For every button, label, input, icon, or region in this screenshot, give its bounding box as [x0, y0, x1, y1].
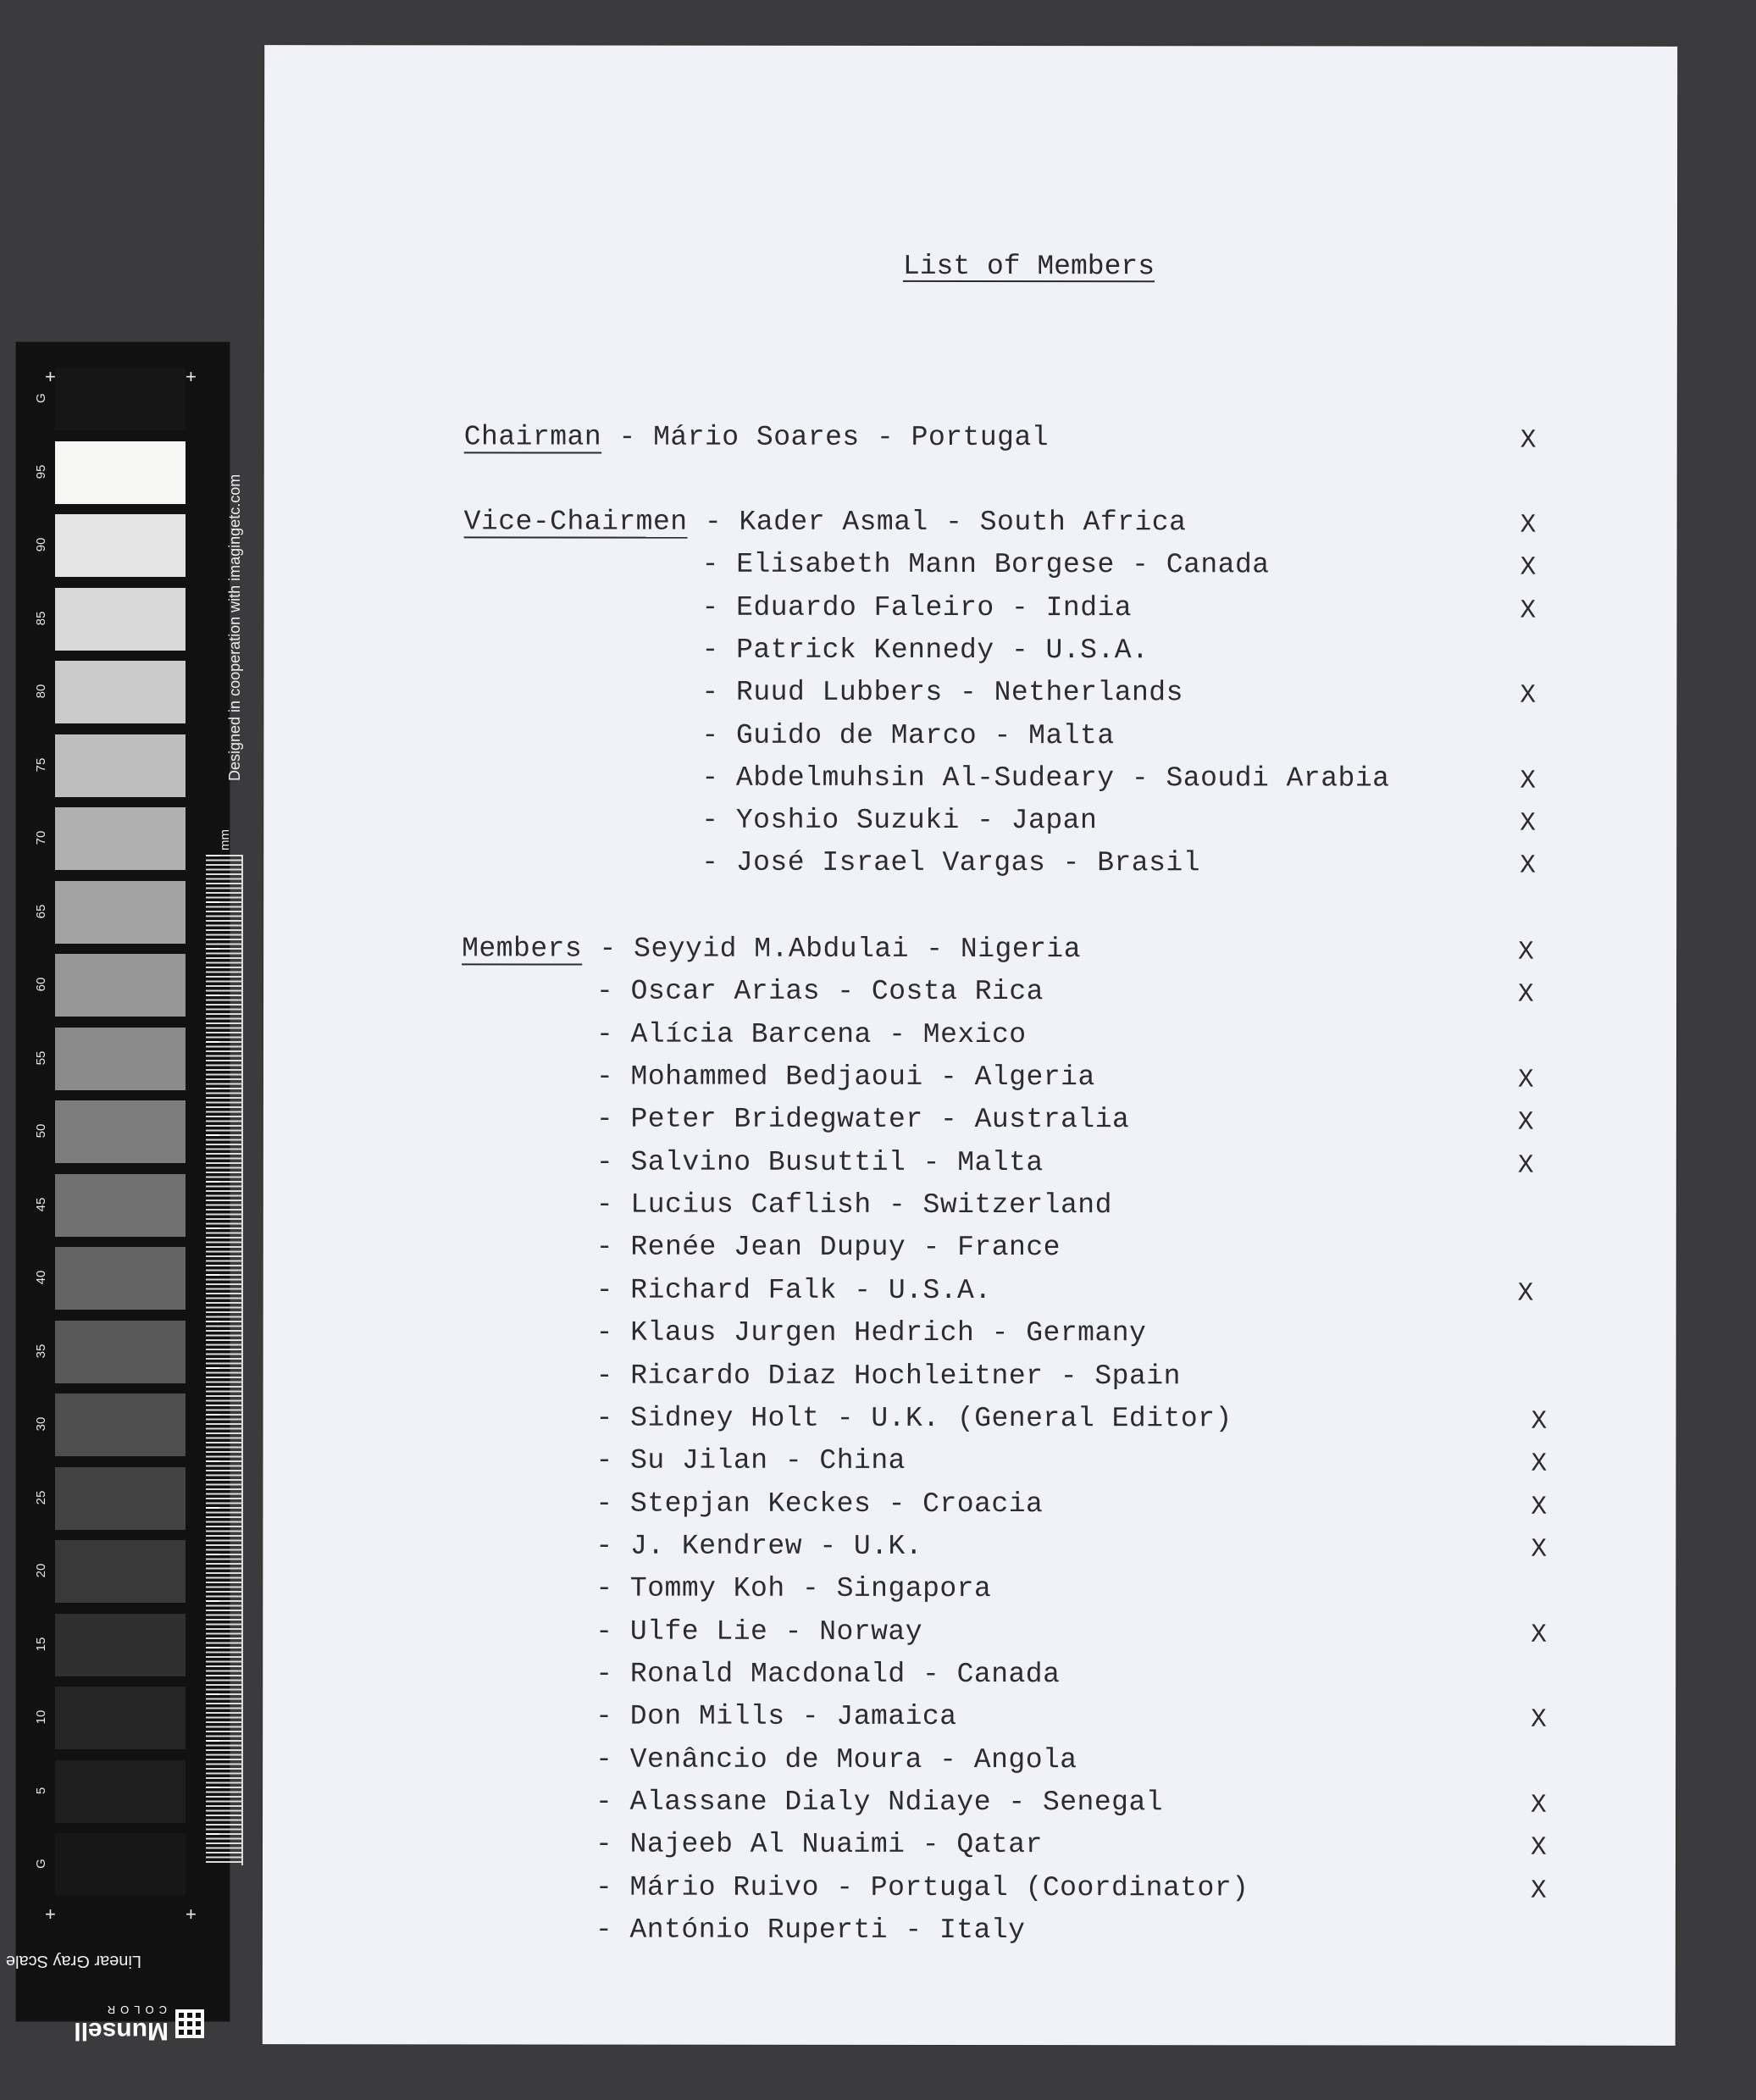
attendance-mark: X: [1531, 1449, 1548, 1479]
attendance-mark: X: [1517, 1108, 1534, 1139]
member-row: [595, 1572, 991, 1606]
gray-scale-label: 75: [34, 757, 48, 772]
member-row: [596, 1017, 1027, 1052]
member-entry: - Richard Falk - U.S.A.: [595, 1274, 992, 1306]
member-row: [595, 1743, 1077, 1777]
member-entry: - Seyyid M.Abdulai - Nigeria: [582, 933, 1082, 966]
attendance-mark: X: [1520, 808, 1536, 839]
gray-patch: [55, 734, 186, 797]
vice-chairman-row: [702, 590, 1133, 625]
member-entry: - Klaus Jurgen Hedrich - Germany: [595, 1316, 1147, 1349]
gray-scale-label: 10: [34, 1709, 48, 1725]
attendance-mark: X: [1531, 1406, 1548, 1437]
registration-mark: +: [45, 1903, 56, 1925]
member-entry: - Ricardo Diaz Hochleitner - Spain: [595, 1360, 1181, 1392]
attendance-mark: X: [1531, 1492, 1548, 1522]
registration-mark: +: [186, 1903, 197, 1925]
gray-scale-card: G 95 90 85 80 75 70 65 60 55 50 45 40 35 30 25 20 15 10 5 G + + + + Designed in cooperation with imagingetc.com mm Linear Gray Scale Munsell COLOR: [15, 341, 230, 2022]
gray-scale-label: 95: [34, 464, 48, 479]
attendance-mark: X: [1520, 552, 1537, 583]
member-row: [595, 1870, 1249, 1905]
member-entry: - Renée Jean Dupuy - France: [595, 1231, 1061, 1264]
gray-scale-label: 30: [34, 1416, 48, 1432]
member-row: [596, 1401, 1233, 1436]
member-entry: - Guido de Marco - Malta: [701, 719, 1115, 751]
member-entry: - Alassane Dialy Ndiaye - Senegal: [595, 1786, 1164, 1819]
gray-scale-label: 35: [34, 1344, 48, 1358]
gray-scale-label: G: [34, 1859, 48, 1869]
gray-patch: [55, 1760, 186, 1823]
attendance-mark: X: [1531, 1790, 1547, 1820]
member-entry: - Eduardo Faleiro - India: [701, 591, 1133, 623]
chairman-entry: - Mário Soares - Portugal: [601, 421, 1050, 454]
gray-patch: [55, 881, 186, 944]
member-entry: - Tommy Koh - Singapora: [595, 1572, 992, 1605]
member-row: [595, 1828, 1043, 1863]
registration-mark: +: [45, 366, 56, 387]
member-entry: - Yoshio Suzuki - Japan: [701, 804, 1098, 837]
member-entry: - Sidney Holt - U.K. (General Editor): [595, 1402, 1233, 1435]
gray-patch: [55, 1687, 186, 1749]
member-row: [595, 1487, 1043, 1521]
gray-scale-label: 60: [34, 977, 48, 992]
gray-scale-label: 65: [34, 904, 48, 918]
gray-scale-label: 50: [34, 1123, 48, 1139]
member-entry: - Najeeb Al Nuaimi - Qatar: [595, 1828, 1043, 1861]
gray-scale-label: 40: [34, 1270, 48, 1285]
gray-patch: [55, 1614, 186, 1676]
attendance-mark: X: [1531, 1620, 1547, 1650]
member-entry: - Abdelmuhsin Al-Sudeary - Saoudi Arabia: [701, 762, 1390, 795]
member-entry: - Peter Bridegwater - Australia: [595, 1103, 1130, 1136]
member-row: [595, 1700, 956, 1734]
gray-patch: [55, 661, 186, 723]
member-entry: - Patrick Kennedy - U.S.A.: [701, 634, 1149, 667]
member-row: [596, 1145, 1044, 1180]
member-row: [595, 1657, 1060, 1692]
gray-scale-label: 25: [34, 1490, 48, 1504]
gray-scale-label: 80: [34, 684, 48, 699]
member-entry: - Stepjan Keckes - Croacia: [595, 1488, 1044, 1520]
attendance-mark: X: [1531, 1534, 1548, 1565]
vice-chairman-row: [701, 718, 1114, 753]
gray-scale-label: 90: [34, 537, 48, 552]
gray-patch: [55, 588, 186, 651]
brand-subtitle: COLOR: [102, 2003, 167, 2016]
gray-scale-label: 85: [34, 611, 48, 625]
gray-patch: [55, 368, 186, 430]
vice-chairman-row: [701, 634, 1149, 668]
gray-patch: [55, 954, 186, 1017]
member-entry: - Salvino Busuttil - Malta: [595, 1146, 1044, 1178]
vice-chairman-row: [701, 676, 1183, 711]
gray-patch: [55, 807, 186, 870]
page-title: List of Members: [902, 250, 1155, 283]
attendance-mark: X: [1530, 1833, 1547, 1864]
member-entry: - Alícia Barcena - Mexico: [595, 1018, 1027, 1050]
mm-ruler-line: [241, 855, 243, 1865]
gray-scale-label: 5: [34, 1787, 48, 1794]
chairman-row: [464, 420, 1049, 455]
gray-patch: [55, 1028, 186, 1090]
attendance-mark: X: [1520, 851, 1536, 882]
vice-chairmen-label: Vice-Chairmen: [463, 506, 688, 538]
member-row: [595, 1615, 922, 1648]
attendance-mark: X: [1520, 766, 1536, 796]
document-page: [263, 45, 1677, 2046]
gray-patch: [55, 1394, 186, 1456]
member-entry: - Mário Ruivo - Portugal (Coordinator): [595, 1871, 1249, 1904]
attendance-mark: X: [1520, 680, 1537, 711]
attendance-mark: X: [1520, 510, 1537, 540]
gray-patch: [55, 1100, 186, 1163]
registration-mark: +: [186, 366, 197, 387]
member-row: [596, 1061, 1095, 1095]
gray-patch: [55, 1321, 186, 1383]
brand-name: Munsell: [74, 2017, 169, 2045]
member-entry: - J. Kendrew - U.K.: [595, 1530, 923, 1562]
munsell-logo-icon: [175, 2009, 204, 2038]
vice-chairman-row: [701, 804, 1097, 838]
member-row: [596, 975, 1044, 1010]
gray-patch: [55, 441, 186, 504]
attendance-mark: X: [1520, 596, 1537, 626]
member-entry: - António Ruperti - Italy: [595, 1914, 1026, 1947]
attendance-mark: X: [1517, 1150, 1534, 1181]
gray-patch: [55, 1247, 186, 1310]
member-row: [596, 1103, 1129, 1138]
member-row: [595, 1529, 922, 1563]
member-row: [595, 1914, 1026, 1948]
member-entry: - José Israel Vargas - Brasil: [701, 847, 1201, 879]
member-entry: - Mohammed Bedjaoui - Algeria: [595, 1061, 1095, 1094]
member-entry: - Lucius Caflish - Switzerland: [595, 1189, 1112, 1222]
attendance-mark: X: [1520, 425, 1537, 456]
gray-scale-label: 20: [34, 1563, 48, 1578]
gray-patch: [55, 1540, 186, 1603]
attendance-mark: X: [1531, 1704, 1547, 1736]
member-row: [596, 1231, 1061, 1266]
vice-chairman-row: [701, 761, 1389, 795]
member-entry: - Ulfe Lie - Norway: [595, 1615, 923, 1648]
member-entry: - Ruud Lubbers - Netherlands: [701, 676, 1183, 709]
member-row: [596, 1273, 992, 1307]
gray-patch: [55, 1467, 186, 1530]
member-row: [596, 1316, 1147, 1351]
member-entry: - Oscar Arias - Costa Rica: [596, 975, 1044, 1008]
gray-scale-label: 15: [34, 1637, 48, 1651]
vice-chairman-row: [702, 548, 1270, 583]
chairman-label: Chairman: [463, 421, 602, 453]
attendance-mark: X: [1530, 1876, 1547, 1906]
members-label: Members: [462, 933, 583, 965]
member-entry: - Kader Asmal - South Africa: [687, 506, 1187, 539]
attendance-mark: X: [1518, 980, 1534, 1011]
member-row: [595, 1786, 1163, 1820]
gray-scale-label: 45: [34, 1197, 48, 1211]
attendance-mark: X: [1518, 937, 1534, 967]
gray-scale-label: 55: [34, 1050, 48, 1065]
attendance-mark: X: [1517, 1278, 1534, 1309]
member-entry: - Elisabeth Mann Borgese - Canada: [701, 548, 1270, 581]
gray-patch: [55, 514, 186, 577]
member-row: [596, 1189, 1112, 1223]
gray-scale-label: 70: [34, 830, 48, 845]
member-row: [595, 1444, 906, 1478]
gray-patch: [55, 1833, 186, 1896]
mm-ruler-major-ticks: [206, 855, 219, 1865]
attendance-mark: X: [1517, 1065, 1534, 1095]
gray-patch: [55, 1174, 186, 1237]
member-entry: - Don Mills - Jamaica: [595, 1700, 957, 1733]
gray-scale-label: G: [34, 393, 48, 403]
vice-chairmen-row: [464, 505, 1187, 540]
vice-chairman-row: [701, 846, 1200, 881]
member-entry: - Su Jilan - China: [595, 1444, 906, 1477]
members-row: [462, 932, 1081, 967]
member-entry: - Venâncio de Moura - Angola: [595, 1743, 1077, 1776]
member-entry: - Ronald Macdonald - Canada: [595, 1658, 1061, 1691]
munsell-logo: [69, 1994, 204, 2045]
member-row: [596, 1359, 1181, 1394]
